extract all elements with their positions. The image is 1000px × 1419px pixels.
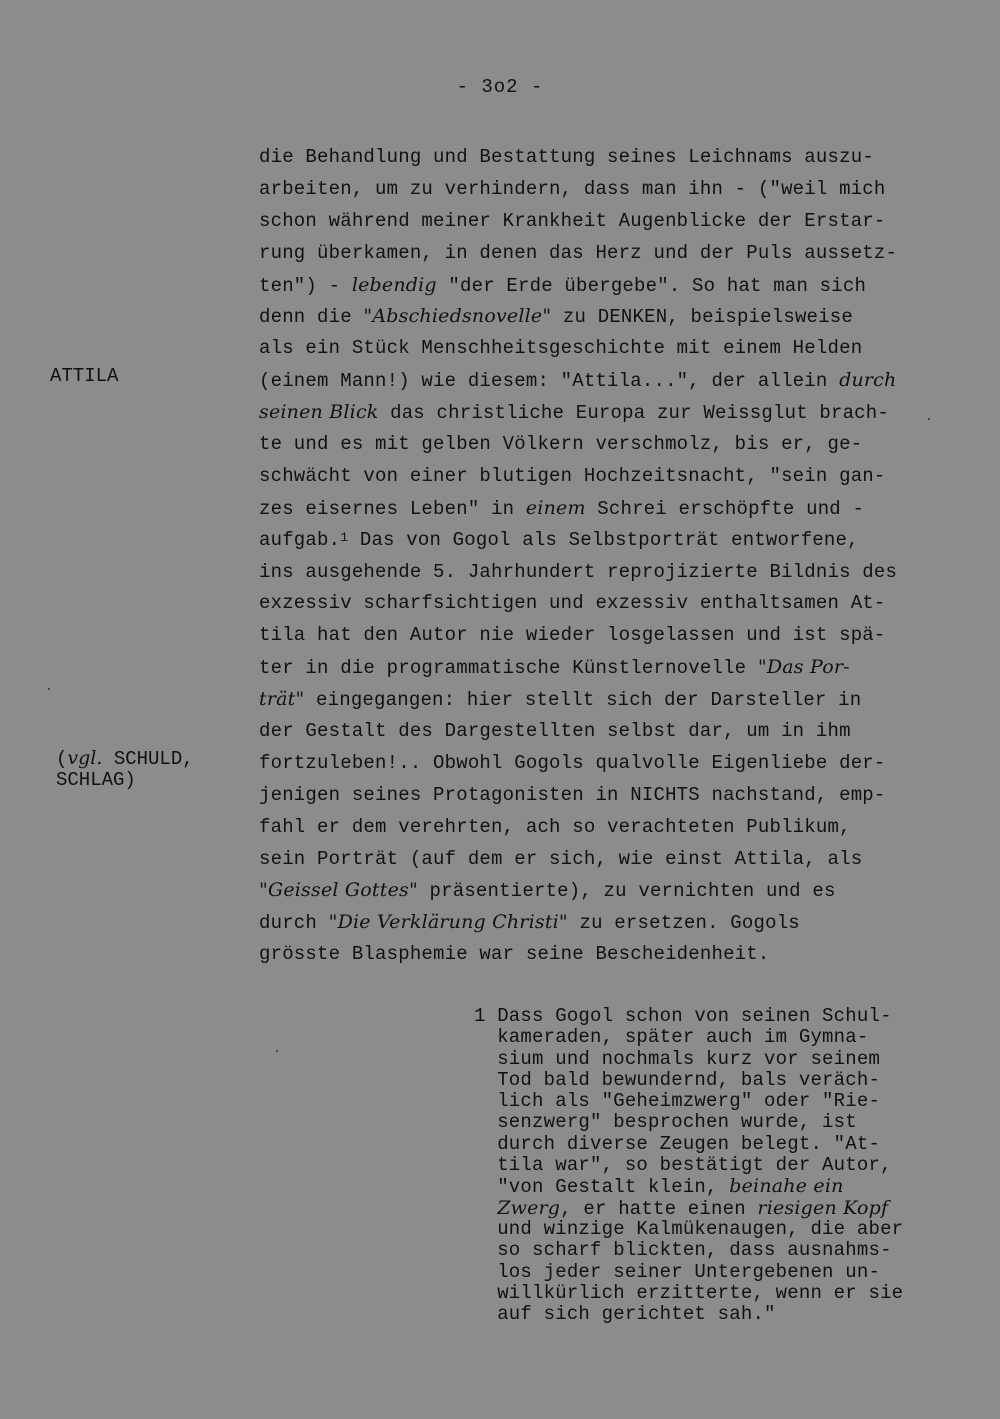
footnote-line <box>474 1219 954 1240</box>
footnote-line <box>474 1283 954 1304</box>
text-segment: jenigen seines Protagonisten in NICHTS nachstand, emp- <box>259 783 886 806</box>
text-segment: tila war", so bestätigt der Autor, <box>474 1154 892 1177</box>
main-text-line <box>259 333 949 365</box>
text-segment: zu DENKEN, beispielsweise <box>551 306 853 329</box>
text-segment: der Gestalt des Dargestellten selbst dar, um in ihm <box>259 720 851 743</box>
text-segment: schon während meiner Krankheit Augenblicke der Erstar- <box>259 209 886 232</box>
text-segment: ten") - <box>259 274 352 297</box>
footnote-line <box>474 1304 954 1325</box>
text-segment: so scharf blickten, dass ausnahms- <box>474 1239 892 1262</box>
footnote-line <box>474 1091 954 1112</box>
margin-note-vgl-line1: SCHULD, <box>102 748 194 770</box>
margin-note-vgl: (vgl. SCHULD, SCHLAG) <box>56 747 194 791</box>
main-text-line <box>259 238 949 270</box>
main-text-line <box>259 844 949 876</box>
main-text-line <box>259 365 949 397</box>
main-text-line <box>259 493 949 525</box>
main-text-line <box>259 748 949 780</box>
footnote-line <box>474 1155 954 1176</box>
text-segment: lich als "Geheimzwerg" oder "Rie- <box>474 1090 881 1113</box>
text-segment: auf sich gerichtet sah." <box>474 1303 776 1326</box>
footnote-line <box>474 1006 954 1027</box>
main-text-line <box>259 684 949 716</box>
scan-speck <box>48 688 50 690</box>
italic-text: Zwerg <box>497 1196 561 1219</box>
text-segment: senzwerg" besprochen wurde, ist <box>474 1111 857 1134</box>
text-segment: sein Porträt (auf dem er sich, wie einst Attila, als <box>259 847 863 870</box>
text-segment: los jeder seiner Untergebenen un- <box>474 1260 881 1283</box>
text-segment: schwächt von einer blutigen Hochzeitsnacht, "sein gan- <box>259 464 886 487</box>
text-segment: willkürlich erzitterte, wenn er sie <box>474 1281 904 1304</box>
text-segment: und winzige Kalmükenaugen, die aber <box>474 1217 904 1240</box>
text-segment: zes eisernes Leben" in <box>259 497 526 520</box>
main-text-line <box>259 174 949 206</box>
italic-text: einem <box>525 496 586 519</box>
footnote-line <box>474 1027 954 1048</box>
text-segment: durch diverse Zeugen belegt. "At- <box>474 1132 881 1155</box>
footnote-line <box>474 1070 954 1091</box>
footnote-line <box>474 1262 954 1283</box>
main-text-line <box>259 142 949 174</box>
text-segment: Das von Gogol als Selbstporträt entworfene, <box>348 528 859 551</box>
italic-text: "Abschiedsnovelle" <box>363 305 552 328</box>
margin-note-vgl-prefix: vgl. <box>67 747 103 769</box>
italic-text: trät" <box>259 688 305 711</box>
text-segment: , er hatte einen <box>560 1197 758 1220</box>
main-text-line <box>259 525 949 557</box>
footnote-line <box>474 1049 954 1070</box>
footnote-block <box>474 1006 954 1325</box>
text-segment: 1 Dass Gogol schon von seinen Schul- <box>474 1005 892 1027</box>
text-segment: "der Erde übergebe". So hat man sich <box>436 274 867 297</box>
italic-text: "Das Por- <box>757 656 850 679</box>
main-text-line <box>259 907 949 939</box>
text-segment: Tod bald bewundernd, bals veräch- <box>474 1068 881 1091</box>
text-segment: eingegangen: hier stellt sich der Darsteller in <box>304 689 862 712</box>
text-segment: durch <box>259 912 329 935</box>
text-segment: präsentierte), zu vernichten und es <box>417 880 836 903</box>
text-segment: rung überkamen, in denen das Herz und der Puls aussetz- <box>259 241 898 264</box>
italic-text: "Geissel Gottes" <box>259 879 418 902</box>
main-text-line <box>259 588 949 620</box>
text-segment: ins ausgehende 5. Jahrhundert reprojizierte Bildnis des <box>259 560 898 583</box>
italic-text: durch <box>839 369 897 392</box>
text-segment: sium und nochmals kurz vor seinem <box>474 1047 881 1070</box>
text-segment: die Behandlung und Bestattung seines Leichnams auszu- <box>259 146 874 168</box>
italic-text: "Die Verklärung Christi" <box>328 911 568 934</box>
text-segment: te und es mit gelben Völkern verschmolz, bis er, ge- <box>259 433 863 456</box>
main-text-line <box>259 875 949 907</box>
text-segment: fahl er dem verehrten, ach so verachteten Publikum, <box>259 815 851 838</box>
text-segment: Schrei erschöpfte und - <box>585 497 865 520</box>
text-segment <box>474 1198 497 1220</box>
footnote-line <box>474 1198 954 1219</box>
text-segment: (einem Mann!) wie diesem: "Attila...", der allein <box>259 370 840 393</box>
text-segment: fortzuleben!.. Obwohl Gogols qualvolle Eigenliebe der- <box>259 751 886 774</box>
text-segment: exzessiv scharfsichtigen und exzessiv enthaltsamen At- <box>259 592 886 615</box>
main-text-line <box>259 716 949 748</box>
main-text-line <box>259 270 949 302</box>
text-segment: zu ersetzen. Gogols <box>567 912 800 935</box>
footnote-line <box>474 1112 954 1133</box>
main-text-line <box>259 652 949 684</box>
text-segment: grösste Blasphemie war seine Bescheidenheit. <box>259 943 770 966</box>
footnote-line <box>474 1240 954 1261</box>
main-text-line <box>259 397 949 429</box>
text-segment: das christliche Europa zur Weissglut brach- <box>378 402 889 425</box>
margin-note-attila: ATTILA <box>50 365 119 387</box>
main-text-line <box>259 301 949 333</box>
main-text-line <box>259 812 949 844</box>
scan-speck <box>276 1050 278 1052</box>
text-segment: aufgab. <box>259 528 341 551</box>
text-segment: kameraden, später auch im Gymna- <box>474 1026 869 1049</box>
page-number: - 3o2 - <box>456 76 544 98</box>
italic-text: seinen Blick <box>259 401 379 424</box>
main-text-line <box>259 939 949 971</box>
main-text-line <box>259 780 949 812</box>
footnote-line <box>474 1176 954 1197</box>
main-text-line <box>259 429 949 461</box>
italic-text: riesigen Kopf <box>757 1196 889 1219</box>
main-text-line <box>259 206 949 238</box>
italic-text: lebendig <box>351 273 437 296</box>
text-segment: tila hat den Autor nie wieder losgelassen und ist spä- <box>259 624 886 647</box>
main-text-line <box>259 620 949 652</box>
footnote-marker: 1 <box>340 529 349 545</box>
scan-speck <box>928 418 930 420</box>
footnote-line <box>474 1134 954 1155</box>
main-text-block <box>259 142 949 971</box>
text-segment: denn die <box>259 306 364 329</box>
italic-text: beinahe ein <box>729 1175 844 1198</box>
main-text-line <box>259 461 949 493</box>
text-segment: "von Gestalt klein, <box>474 1176 730 1199</box>
margin-note-vgl-line2: SCHLAG) <box>56 769 136 791</box>
text-segment: arbeiten, um zu verhindern, dass man ihn - ("weil mich <box>259 177 886 200</box>
text-segment: ter in die programmatische Künstlernovelle <box>259 657 758 680</box>
main-text-line <box>259 557 949 589</box>
text-segment: als ein Stück Menschheitsgeschichte mit einem Helden <box>259 337 863 360</box>
